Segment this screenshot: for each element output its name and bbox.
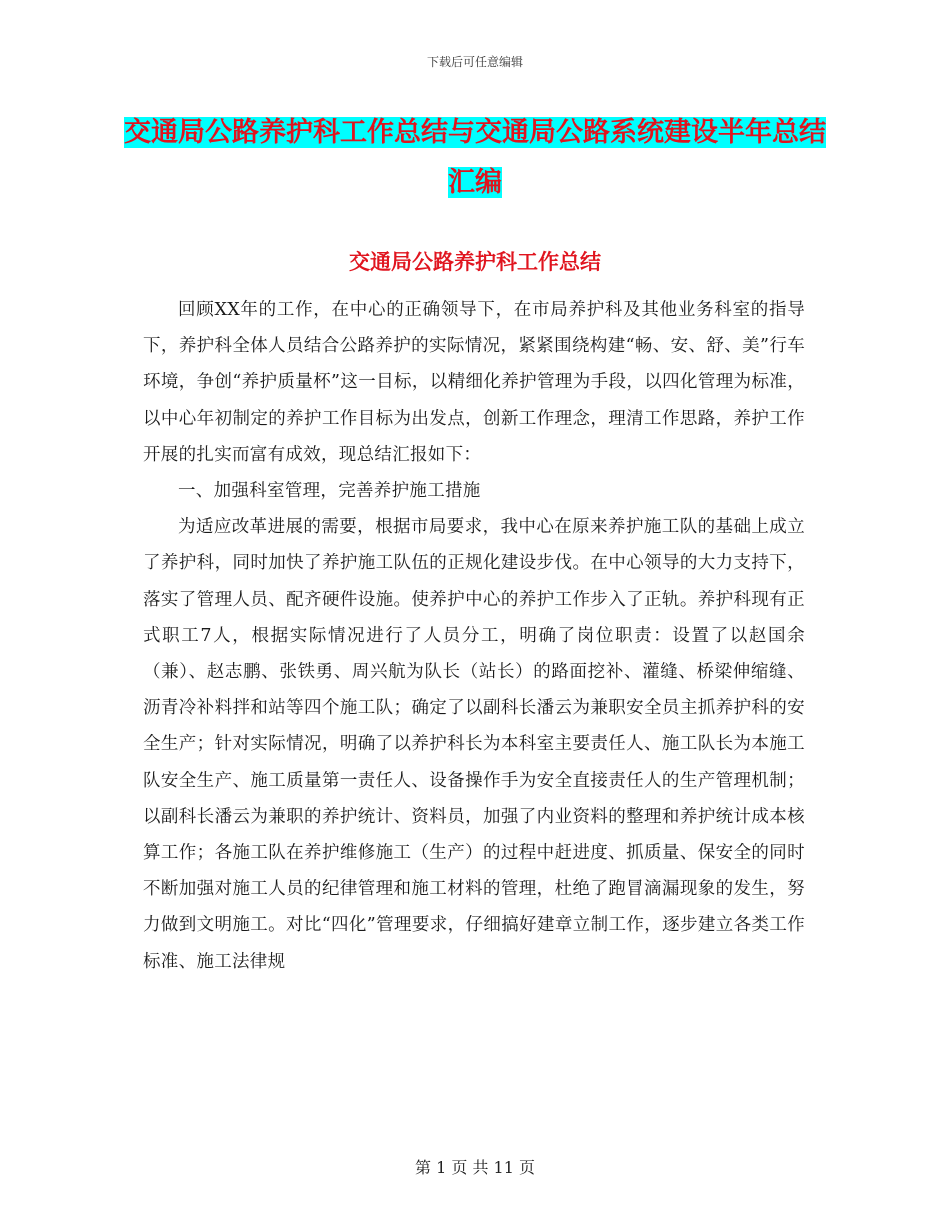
document-body (143, 292, 805, 980)
document-title (120, 108, 830, 208)
page-number: 第 1 页 共 11 页 (415, 1158, 535, 1177)
paragraph-intro: 回顾XX年的工作，在中心的正确领导下，在市局养护科及其他业务科室的指导下，养护科全体人员结合公路养护的实际情况，紧紧围绕构建“畅、安、舒、美”行车环境，争创“养护质量杯”这一目标，以精细化养护管理为手段，以四化管理为标准，以中心年初制定的养护工作目标为出发点，创新工作理念，理清工作思路，养护工作开展的扎实而富有成效，现总结汇报如下： (143, 300, 805, 465)
paragraph-heading-1: 一、加强科室管理，完善养护施工措施 (178, 481, 481, 502)
document-title-text: 交通局公路养护科工作总结与交通局公路系统建设半年总结汇编 (124, 117, 826, 198)
section-title: 交通局公路养护科工作总结 (349, 249, 601, 274)
paragraph-management: 为适应改革进展的需要，根据市局要求，我中心在原来养护施工队的基础上成立了养护科，同时加快了养护施工队伍的正规化建设步伐。在中心领导的大力支持下，落实了管理人员、配齐硬件设施。使养护中心的养护工作步入了正轨。养护科现有正式职工7人，根据实际情况进行了人员分工，明确了岗位职责：设置了以赵国余（兼）、赵志鹏、张铁勇、周兴航为队长（站长）的路面挖补、灌缝、桥梁伸缩缝、沥青冷补料拌和站等四个施工队；确定了以副科长潘云为兼职安全员主抓养护科的安全生产；针对实际情况，明确了以养护科长为本科室主要责任人、施工队长为本施工队安全生产、施工质量第一责任人、设备操作手为安全直接责任人的生产管理机制；以副科长潘云为兼职的养护统计、资料员，加强了内业资料的整理和养护统计成本核算工作；各施工队在养护维修施工（生产）的过程中赶进度、抓质量、保安全的同时不断加强对施工人员的纪律管理和施工材料的管理，杜绝了跑冒滴漏现象的发生，努力做到文明施工。对比“四化”管理要求，仔细搞好建章立制工作，逐步建立各类工作标准、施工法律规 (143, 517, 805, 972)
page-header-note: 下载后可任意编辑 (426, 55, 523, 69)
